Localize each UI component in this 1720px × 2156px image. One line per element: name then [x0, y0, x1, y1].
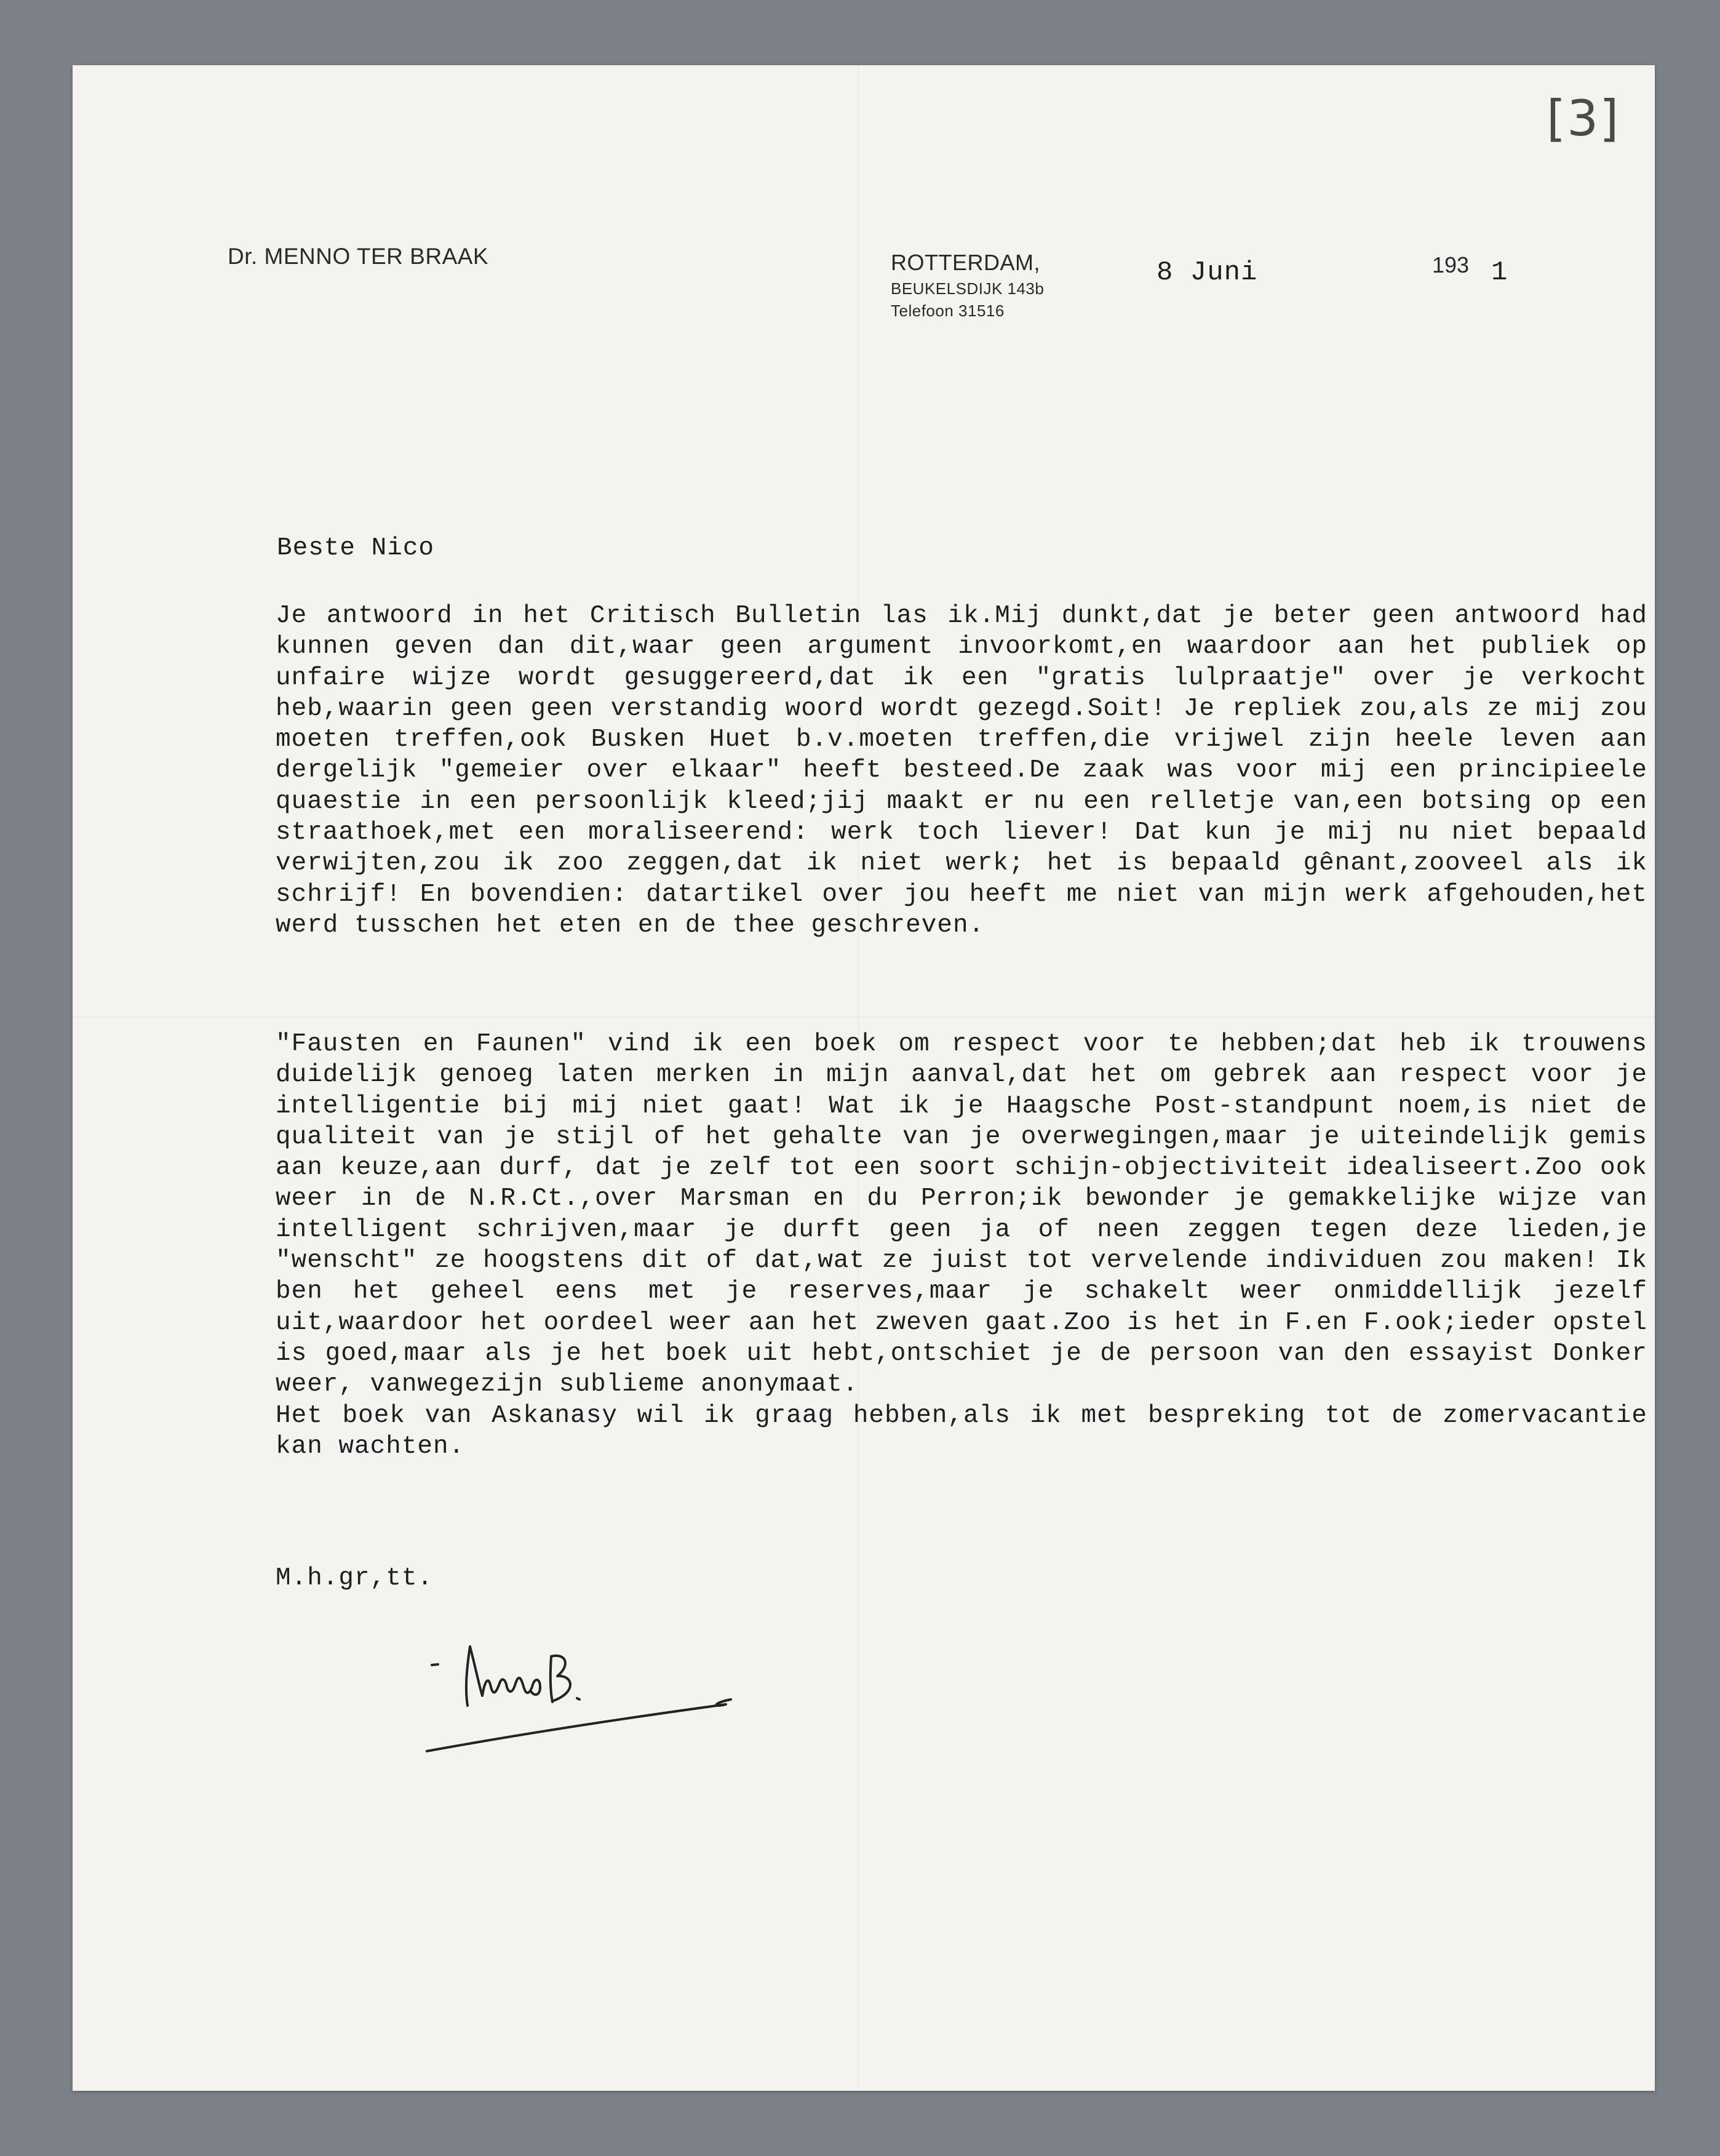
closing: M.h.gr,tt. [276, 1564, 434, 1592]
handwritten-signature [423, 1567, 854, 1763]
salutation: Beste Nico [277, 534, 435, 562]
letter-date: 8 Juni [1157, 257, 1258, 288]
body-paragraph: Je antwoord in het Critisch Bulletin las ik.Mij dunkt,dat je beter geen antwoord had kunnen geven dan dit,waar geen argument invoorkomt,en waardoor aan het publiek op unfaire wijze wordt gesuggereerd,dat ik een "gratis lulpraatje" over je verkocht heb,waarin geen geen verstandig woord wordt gezegd.Soit! Je repliek zou,als ze mij zou moeten treffen,ook Busken Huet b.v.moeten treffen,die vrijwel zijn heele leven aan dergelijk "gemeier over elkaar" heeft besteed.De zaak was voor mij een principieele quaestie in een persoonlijk kleed;jij maakt er nu een relletje van,een botsing op een straathoek,met een moraliseerend: werk toch liever! Dat kun je mij nu niet bepaald verwijten,zou ik zoo zeggen,dat ik niet werk; het is bepaald gênant,zooveel als ik schrijf! En bovendien: datartikel over jou heeft me niet van mijn werk afgehouden,het werd tusschen het eten en de thee geschreven. [276, 602, 1647, 940]
letterhead-address: BEUKELSDIJK 143b [891, 279, 1045, 298]
letter-sheet [73, 65, 1655, 2091]
archive-page-number: [3] [1547, 90, 1620, 147]
letter-year-digit: 1 [1491, 257, 1508, 288]
body-paragraph: "Fausten en Faunen" vind ik een boek om respect voor te hebben;dat heb ik trouwens duidelijk genoeg laten merken in mijn aanval,dat het om gebrek aan respect voor je intelligentie bij mij niet gaat! Wat ik je Haagsche Post-standpunt noem,is niet de qualiteit van je stijl of het gehalte van je overwegingen,maar je uiteindelijk gemis aan keuze,aan durf, dat je zelf tot een soort schijn-objectiviteit idealiseert.Zoo ook weer in de N.R.Ct.,over Marsman en du Perron;ik bewonder je gemakkelijke wijze van intelligent schrijven,maar je durft geen ja of neen zeggen tegen deze lieden,je "wenscht" ze hoogstens dit of dat,wat ze juist tot vervelende individuen zou maken! Ik ben het geheel eens met je reserves,maar je schakelt weer onmiddellijk jezelf uit,waardoor het oordeel weer aan het zweven gaat.Zoo is het in F.en F.ook;ieder opstel is goed,maar als je het boek uit hebt,ontschiet je de persoon van den essayist Donker weer, vanwegezijn sublieme anonymaat. Het boek van Askanasy wil ik graag hebben,als ik met bespreking tot de zomervacantie kan wachten. [276, 1030, 1647, 1461]
fold-line-horizontal [73, 1016, 1655, 1018]
letterhead-year-prefix: 193 [1432, 252, 1470, 277]
letterhead-city: ROTTERDAM, [891, 250, 1040, 275]
letterhead-phone: Telefoon 31516 [891, 301, 1005, 320]
letterhead-name: Dr. MENNO TER BRAAK [228, 244, 489, 269]
